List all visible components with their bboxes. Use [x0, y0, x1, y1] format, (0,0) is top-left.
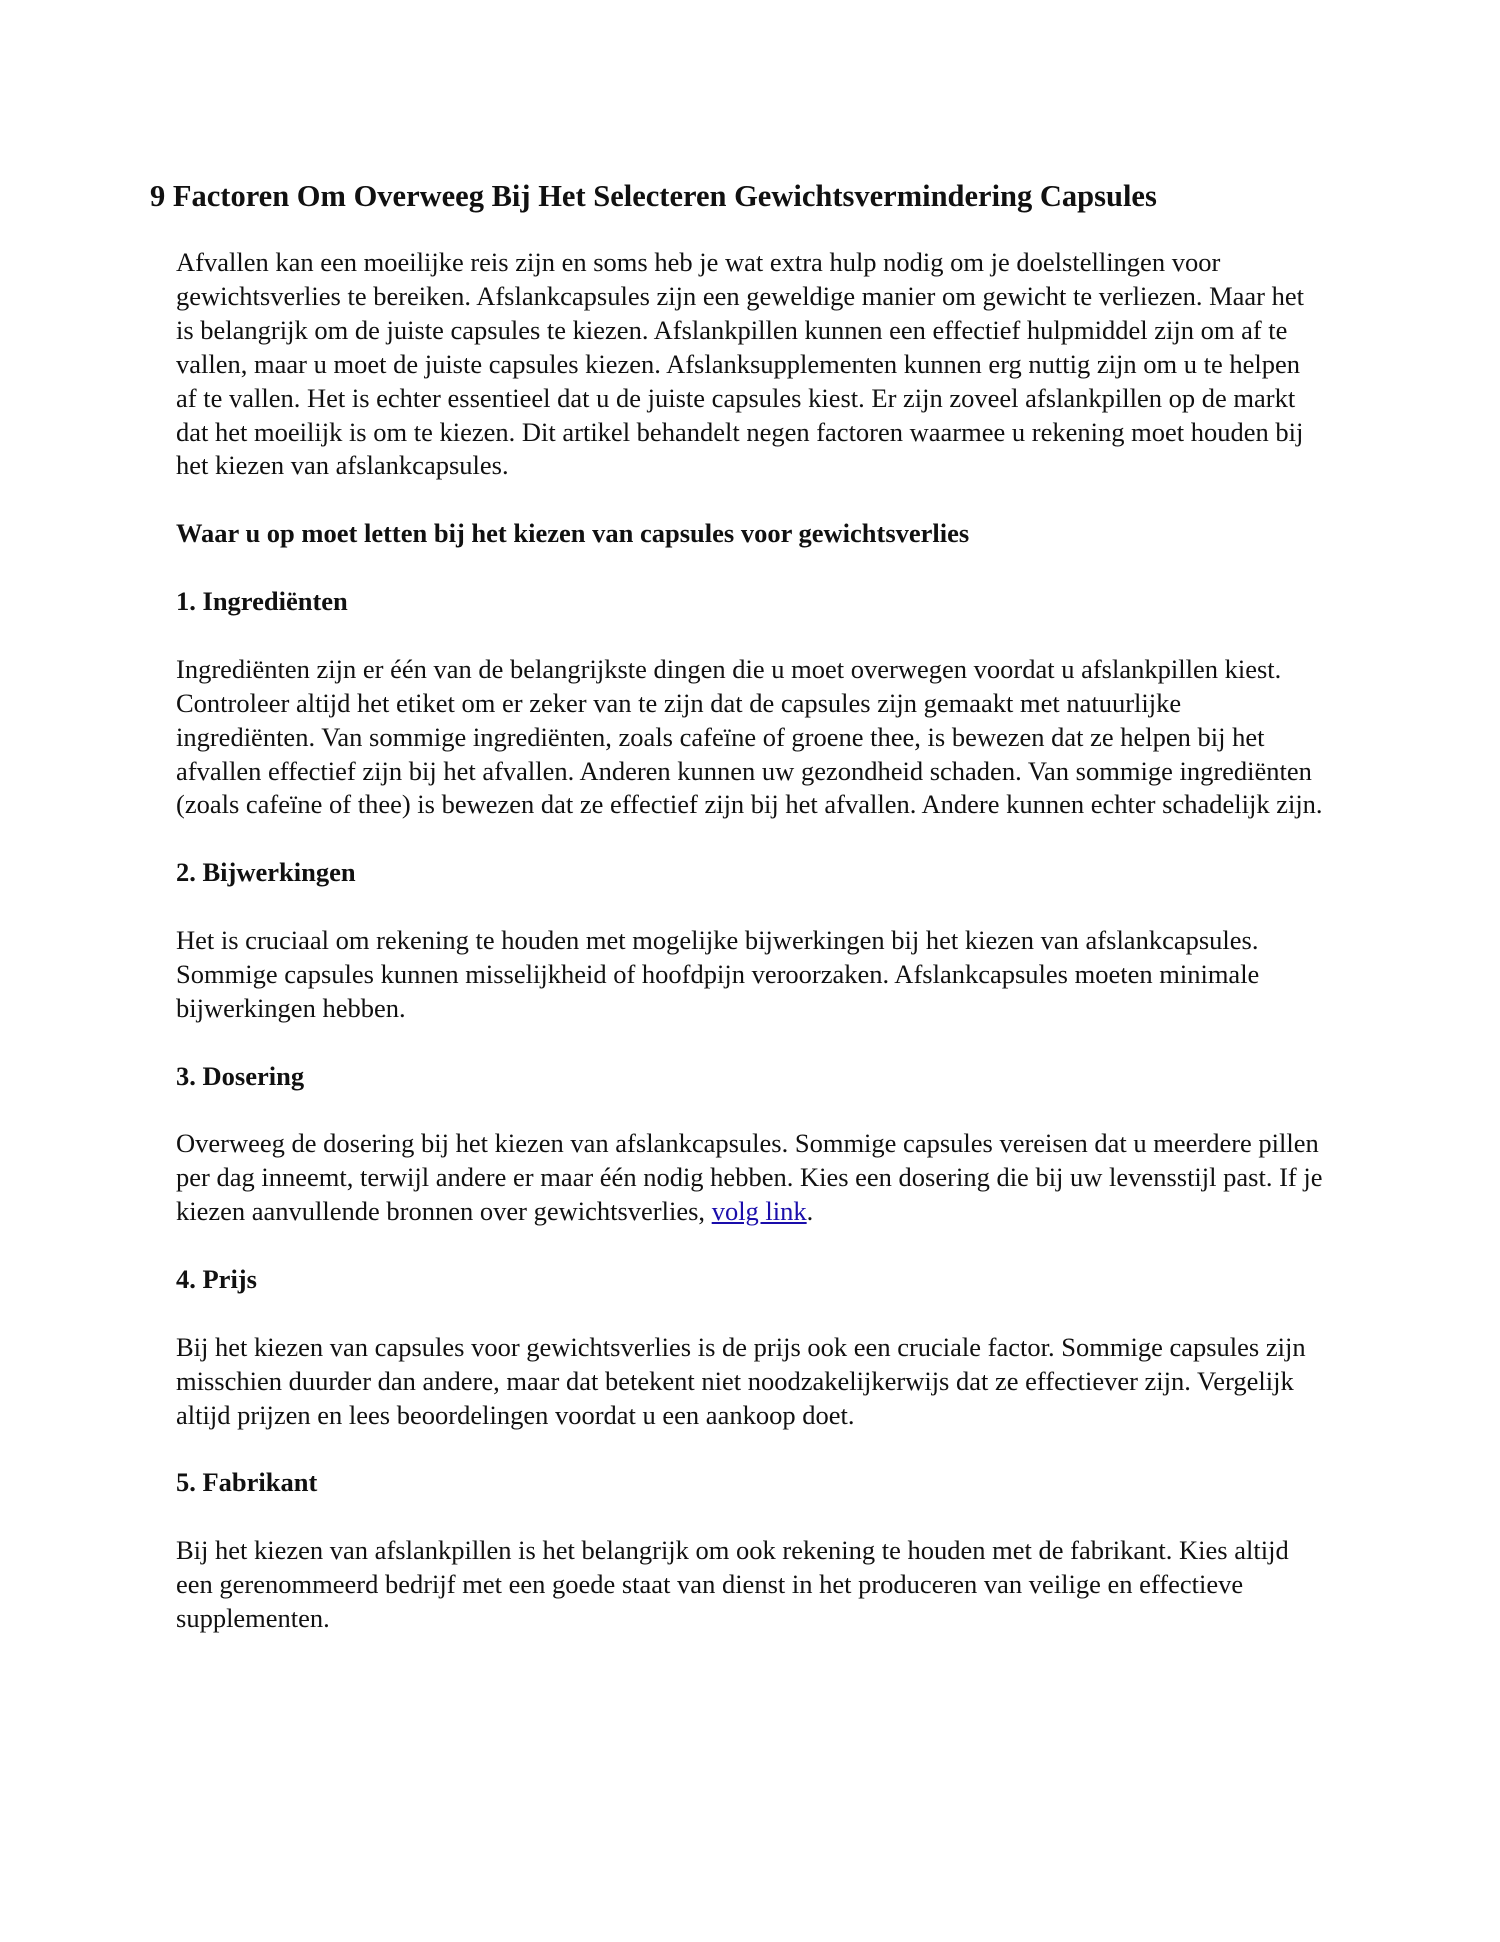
section-paragraph [176, 1127, 1326, 1229]
section-heading: 3. Dosering [176, 1060, 305, 1091]
link-trailing-period: . [806, 1196, 814, 1227]
dosering-text: Overweeg de dosering bij het kiezen van afslankcapsules. Sommige capsules vereisen dat u meerdere pillen per dag inneemt, terwijl andere er maar één nodig hebben. Kies een dosering die bij uw levensstijl past. If je kiezen aanvullende bronnen over gewichtsverlies, [176, 1128, 1323, 1227]
section-heading: 2. Bijwerkingen [176, 857, 356, 888]
section-paragraph: Bij het kiezen van capsules voor gewichtsverlies is de prijs ook een cruciale factor. Sommige capsules zijn misschien duurder dan andere, maar dat betekent niet noodzakelijkerwijs dat ze effectiever zijn. Vergelijk altijd prijzen en lees beoordelingen voordat u een aankoop doet. [176, 1331, 1306, 1430]
article-body [176, 246, 1326, 1636]
section-heading: 1. Ingrediënten [176, 586, 348, 617]
volg-link[interactable]: volg link [711, 1196, 807, 1227]
section-paragraph: Het is cruciaal om rekening te houden met mogelijke bijwerkingen bij het kiezen van afslankcapsules. Sommige capsules kunnen misselijkheid of hoofdpijn veroorzaken. Afslankcapsules moeten minimale bijwerkingen hebben. [176, 925, 1260, 1023]
section-ingredienten [176, 585, 1326, 822]
section-prijs [176, 1263, 1326, 1433]
page-title: 9 Factoren Om Overweeg Bij Het Selecteren Gewichtsvermindering Capsules [150, 179, 1157, 213]
section-bijwerkingen [176, 856, 1326, 1026]
section-paragraph: Bij het kiezen van afslankpillen is het belangrijk om ook rekening te houden met de fabrikant. Kies altijd een gerenommeerd bedrijf met een goede staat van dienst in het produceren van veilige en effectieve supplementen. [176, 1535, 1289, 1634]
section-fabrikant [176, 1466, 1326, 1636]
section-heading: 4. Prijs [176, 1264, 257, 1295]
section-heading: 5. Fabrikant [176, 1467, 318, 1498]
intro-paragraph: Afvallen kan een moeilijke reis zijn en soms heb je wat extra hulp nodig om je doelstellingen voor gewichtsverlies te bereiken. Afslankcapsules zijn een geweldige manier om gewicht te verliezen. Maar het is belangrijk om de juiste capsules te kiezen. Afslankpillen kunnen een effectief hulpmiddel zijn om af te vallen, maar u moet de juiste capsules kiezen. Afslanksupplementen kunnen erg nuttig zijn om u te helpen af te vallen. Het is echter essentieel dat u de juiste capsules kiest. Er zijn zoveel afslankpillen op de markt dat het moeilijk is om te kiezen. Dit artikel behandelt negen factoren waarmee u rekening moet houden bij het kiezen van afslankcapsules. [176, 247, 1305, 481]
section-paragraph: Ingrediënten zijn er één van de belangrijkste dingen die u moet overwegen voordat u afslankpillen kiest. Controleer altijd het etiket om er zeker van te zijn dat de capsules zijn gemaakt met natuurlijke ingrediënten. Van sommige ingrediënten, zoals cafeïne of groene thee, is bewezen dat ze helpen bij het afvallen effectief zijn bij het afvallen. Anderen kunnen uw gezondheid schaden. Van sommige ingrediënten (zoals cafeïne of thee) is bewezen dat ze effectief zijn bij het afvallen. Andere kunnen echter schadelijk zijn. [176, 653, 1323, 820]
section-dosering [176, 1060, 1326, 1230]
subheading: Waar u op moet letten bij het kiezen van capsules voor gewichtsverlies [176, 518, 970, 549]
